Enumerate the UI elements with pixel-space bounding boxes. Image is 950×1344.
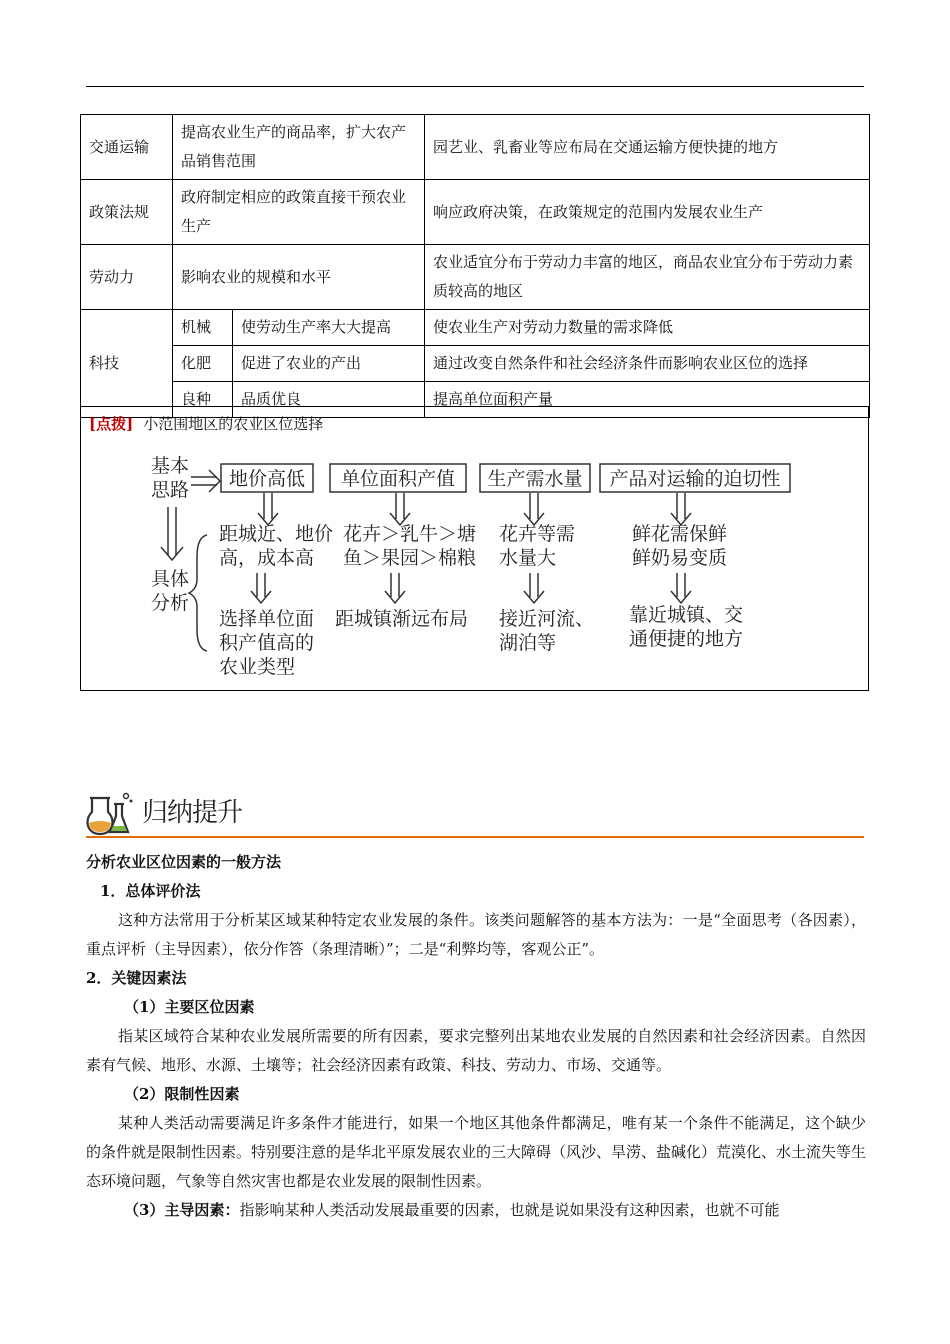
subsection-title: （2）限制性因素 bbox=[124, 1085, 240, 1103]
bottom-text: 选择单位面 bbox=[219, 608, 315, 630]
tip-title-text: 小范围地区的农业区位选择 bbox=[143, 415, 324, 433]
factor-cell: 劳动力 bbox=[81, 245, 173, 310]
impact-cell: 使农业生产对劳动力数量的需求降低 bbox=[425, 310, 870, 346]
tip-box bbox=[80, 406, 869, 691]
table-row bbox=[81, 180, 870, 245]
mid-text: 花卉等需 bbox=[499, 523, 576, 545]
effect-cell: 政府制定相应的政策直接干预农业生产 bbox=[173, 180, 425, 245]
effect-cell: 使劳动生产率大大提高 bbox=[233, 310, 425, 346]
mid-text: 花卉＞乳牛＞塘 bbox=[343, 523, 477, 545]
tech-item-cell: 机械 bbox=[173, 310, 233, 346]
mid-text: 鱼＞果园＞棉粮 bbox=[343, 547, 477, 569]
mid-text: 高，成本高 bbox=[219, 547, 315, 569]
method-title: 2．关键因素法 bbox=[86, 969, 187, 987]
tech-item-cell: 化肥 bbox=[173, 346, 233, 382]
brace bbox=[189, 535, 207, 651]
impact-cell: 提高单位面积产量 bbox=[425, 382, 870, 418]
double-arrow-right bbox=[191, 470, 220, 492]
head-label: 单位面积产值 bbox=[340, 468, 456, 490]
impact-cell: 园艺业、乳畜业等应布局在交通运输方便快捷的地方 bbox=[425, 115, 870, 180]
tip-tag: [点拨] bbox=[89, 415, 134, 433]
section-rule bbox=[86, 836, 864, 838]
tech-item-cell: 良种 bbox=[173, 382, 233, 418]
effect-cell: 影响农业的规模和水平 bbox=[173, 245, 425, 310]
subsection-title: （3）主导因素： bbox=[124, 1201, 240, 1219]
concrete-label: 分析 bbox=[151, 592, 190, 614]
head-label: 生产需水量 bbox=[487, 468, 583, 490]
header-rule bbox=[86, 86, 864, 87]
mid-text: 距城近、地价 bbox=[219, 523, 334, 545]
subsection-title: （1）主要区位因素 bbox=[124, 998, 255, 1016]
method-title: 1．总体评价法 bbox=[100, 882, 201, 900]
table-row bbox=[81, 310, 870, 346]
bottom-text: 积产值高的 bbox=[219, 632, 315, 654]
content-heading: 分析农业区位因素的一般方法 bbox=[86, 853, 282, 871]
mid-text: 鲜花需保鲜 bbox=[632, 523, 728, 545]
mid-text: 鲜奶易变质 bbox=[632, 547, 728, 569]
factor-cell: 交通运输 bbox=[81, 115, 173, 180]
bottom-text: 接近河流、 bbox=[499, 608, 595, 630]
factor-table bbox=[80, 114, 870, 418]
effect-cell: 促进了农业的产出 bbox=[233, 346, 425, 382]
bottom-text: 距城镇渐远布局 bbox=[335, 608, 469, 630]
basic-label: 思路 bbox=[151, 479, 190, 501]
table-row bbox=[81, 115, 870, 180]
bottom-text: 农业类型 bbox=[219, 656, 296, 678]
section-header bbox=[86, 788, 864, 838]
factor-cell: 科技 bbox=[81, 310, 173, 418]
method-content bbox=[86, 848, 866, 1225]
head-label: 地价高低 bbox=[228, 468, 306, 490]
table-row bbox=[81, 346, 870, 382]
section-title: 归纳提升 bbox=[142, 798, 243, 828]
impact-cell: 农业适宜分布于劳动力丰富的地区，商品农业宜分布于劳动力素质较高的地区 bbox=[425, 245, 870, 310]
bottom-text: 湖泊等 bbox=[499, 632, 557, 654]
impact-cell: 响应政府决策，在政策规定的范围内发展农业生产 bbox=[425, 180, 870, 245]
effect-cell: 提高农业生产的商品率，扩大农产品销售范围 bbox=[173, 115, 425, 180]
flask-icon bbox=[86, 790, 134, 836]
down-arrow-group bbox=[251, 573, 691, 603]
impact-cell: 通过改变自然条件和社会经济条件而影响农业区位的选择 bbox=[425, 346, 870, 382]
mid-text: 水量大 bbox=[499, 547, 557, 569]
effect-cell: 品质优良 bbox=[233, 382, 425, 418]
method-paragraph: 指影响某种人类活动发展最重要的因素，也就是说如果没有这种因素，也就不可能 bbox=[239, 1201, 780, 1219]
double-arrow-down bbox=[161, 507, 183, 560]
location-diagram bbox=[81, 407, 870, 692]
concrete-label: 具体 bbox=[151, 568, 190, 590]
basic-label: 基本 bbox=[151, 455, 190, 477]
factor-cell: 政策法规 bbox=[81, 180, 173, 245]
head-label: 产品对运输的迫切性 bbox=[609, 468, 781, 490]
bottom-text: 通便捷的地方 bbox=[629, 628, 744, 650]
bottom-text: 靠近城镇、交 bbox=[629, 604, 744, 626]
method-paragraph: 这种方法常用于分析某区域某种特定农业发展的条件。该类问题解答的基本方法为：一是“全面思考（各因素），重点评析（主导因素），依分作答（条理清晰）”；二是“利弊均等，客观公正”。 bbox=[86, 911, 866, 958]
down-arrow-group bbox=[258, 493, 691, 525]
method-paragraph: 指某区域符合某种农业发展所需要的所有因素，要求完整列出某地农业发展的自然因素和社会经济因素。自然因素有气候、地形、水源、土壤等；社会经济因素有政策、科技、劳动力、市场、交通等。 bbox=[86, 1027, 866, 1074]
method-paragraph: 某种人类活动需要满足许多条件才能进行，如果一个地区其他条件都满足，唯有某一个条件不能满足，这个缺少的条件就是限制性因素。特别要注意的是华北平原发展农业的三大障碍（风沙、旱涝、盐碱化）荒漠化、水土流失等生态环境问题，气象等自然灾害也都是农业发展的限制性因素。 bbox=[86, 1114, 867, 1190]
table-row bbox=[81, 245, 870, 310]
